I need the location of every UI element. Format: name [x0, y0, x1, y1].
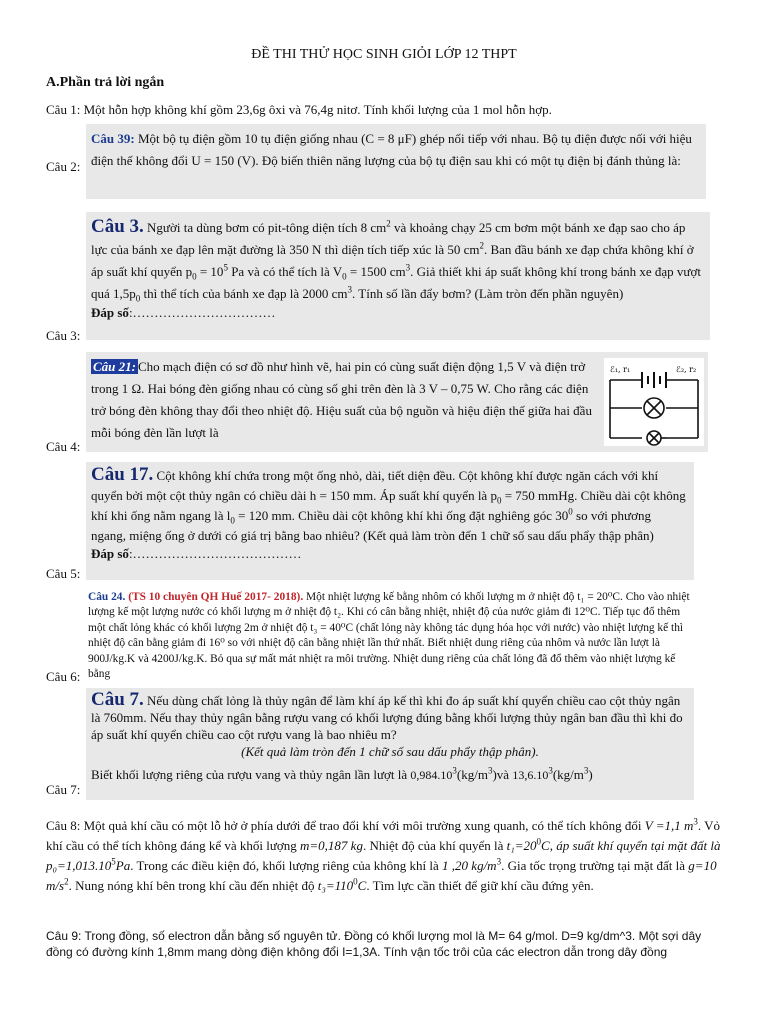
answer-line: [91, 546, 689, 562]
lamp-1-icon: [644, 398, 664, 418]
battery-1-label: ℰ₁, r₁: [610, 365, 631, 374]
question-note: (Kết quả làm tròn đến 1 chữ số sau dấu phẩy thập phân).: [241, 744, 539, 759]
question-8: [46, 816, 726, 896]
answer-label: Đáp số: [91, 305, 129, 320]
question-label: Câu 1:: [46, 102, 81, 117]
question-7-label: Câu 7:: [46, 782, 81, 797]
question-text: Một hỗn hợp không khí gồm 23,6g ôxi và 76,4g nitơ. Tính khối lượng của 1 mol hỗn hợp.: [83, 102, 552, 117]
question-text: Một bộ tụ điện gồm 10 tụ điện giống nhau (C = 8 μF) ghép nối tiếp với nhau. Bộ tụ điện được nối với hiệu điện thế không đổi U = 150 (V). Độ biến thiên năng lượng của bộ tụ điện sau khi có một tụ điện bị đánh thủng là:: [91, 131, 692, 168]
math-temperature-1: t₁=20: [506, 838, 537, 853]
question-text: . Tìm lực cần thiết để giữ khí cầu đứng yên.: [366, 878, 594, 893]
question-7-box: [86, 688, 694, 800]
question-text: . Trong các điều kiện đó, khối lượng riêng của không khí là: [130, 858, 439, 873]
superscript: 3: [496, 856, 502, 867]
question-source: (TS 10 chuyên QH Huế 2017- 2018).: [128, 591, 304, 603]
unit: (kg/m: [456, 767, 488, 782]
subscript: 0: [192, 271, 197, 282]
question-1: [46, 101, 736, 118]
math-gravity: g=10 m/s: [46, 858, 717, 893]
question-3-box: [86, 212, 710, 340]
subscript: 0: [496, 495, 502, 506]
question-text: . Nhiệt độ của khí quyển là: [362, 838, 504, 853]
question-text: Một nhiệt lượng kế bằng nhôm có khối lượng m ở nhiệt độ t₁ = 20⁰C. Cho vào nhiệt lượng kế một lượng nước có khối lượng m ở nhiệt độ t₂. Khi có cân bằng nhiệt, nhiệt độ của nước giảm đi 12⁰C. Tiếp tục đổ thêm một chất lỏng khác có khối lượng 2m ở nhiệt độ t₃ = 40⁰C (chất lỏng này không tác dụng hóa học với nước) vào nhiệt lượng kế thì nhiệt độ cân bằng giảm đi 16⁰ so với nhiệt độ cân bằng nhiệt lần thứ nhất. Biết nhiệt dung riêng của nhôm và nước lần lượt là 900J/kg.K và 4200J/kg.K. Bỏ qua sự mất mát nhiệt ra môi trường. Nhiệt dung riêng của chất lỏng đã đổ thêm vào nhiệt lượng kế bằng: [88, 591, 690, 681]
page-title: ĐỀ THI THỬ HỌC SINH GIỎI LỚP 12 THPT: [251, 47, 517, 62]
question-text: . Giả thiết khi áp suất không khí trong bánh xe đạp vượt quá 1,5p: [91, 264, 701, 301]
given-text: Biết khối lượng riêng của rượu vang và thủy ngân lần lượt là: [91, 767, 408, 782]
answer-blank: :……………………………: [128, 305, 276, 320]
question-6-label: Câu 6:: [46, 669, 81, 684]
lamp-2-icon: [647, 431, 661, 445]
question-text: . Gia tốc trọng trường tại mặt đất là: [501, 858, 686, 873]
question-3-label: Câu 3:: [46, 328, 81, 343]
superscript: 0: [353, 876, 358, 887]
superscript: 3: [347, 284, 352, 295]
math-unit: Pa: [115, 858, 131, 873]
question-text: Một quả khí cầu có một lỗ hở ở phía dưới để trao đổi khí với môi trường xung quanh, có thể tích không đổi: [83, 818, 642, 833]
math-unit: C: [357, 878, 367, 893]
question-4-box: [86, 352, 708, 452]
question-text: C, áp suất khí quyển tại mặt đất là: [541, 838, 721, 853]
question-text: . Nung nóng khí bên trong khí cầu đến nhiệt độ: [68, 878, 315, 893]
answer-blank: :…………………………………: [128, 546, 302, 561]
question-text: so với phương ngang, miệng ống ở dưới có giá trị bằng bao nhiêu? (Kết quả làm tròn đến 1 chữ số sau dấu phẩy thập phân): [91, 508, 654, 543]
question-text: và khoảng chạy 25 cm bơm một bánh xe đạp sao cho áp lực của bánh xe đạp lên mặt đường là 350 N thì diện tích tiếp xúc là 50 cm: [91, 220, 686, 257]
math-pressure: p₀=1,013.10: [46, 858, 112, 873]
superscript: 5: [223, 262, 228, 273]
unit: (kg/m: [552, 767, 584, 782]
question-text: = 120 mm. Chiều dài cột không khí khi ống đặt nghiêng góc 30: [234, 508, 569, 523]
question-text: Trong đồng, số electron dẫn bằng số nguyên tử. Đồng có khối lượng mol là M= 64 g/mol. D=9 kg/dm^3. Một sợi dây đồng có đường kính 1,8mm mang dòng điện không đổi I=1,3A. Tính vận tốc trôi của các electron dẫn trong dây đồng: [46, 929, 702, 959]
question-label: Câu 8:: [46, 818, 81, 833]
given-values: [91, 766, 689, 784]
question-text: Cho mạch điện có sơ đồ như hình vẽ, hai pin có cùng suất điện động 1,5 V và điện trở trong 1 Ω. Hai bóng đèn giống nhau có cùng số ghi trên đèn là 3 V – 0,75 W. Cho rằng các điện trở bóng đèn không thay đổi theo nhiệt độ. Hiệu suất của bộ nguồn và hiệu điện thế giữa hai đầu mỗi bóng đèn lần lượt là: [91, 359, 592, 440]
value-wine-density: 0,984.10: [410, 768, 453, 782]
question-text: = 1500 cm: [346, 264, 406, 279]
superscript: 3: [452, 765, 457, 776]
superscript: 0: [536, 836, 542, 847]
question-text: Nếu dùng chất lỏng là thủy ngân để làm khí áp kế thì khi đo áp suất khí quyển chiều cao cột thủy ngân là 760mm. Nếu thay thủy ngân bằng rượu vang có khối lượng đúng bằng khối lượng thủy ngân ban đầu thì khi đo áp suất khí quyển chiều cao cột rượu vang là bao nhiêu m?: [91, 693, 683, 742]
answer-label: Đáp số: [91, 546, 129, 561]
unit-close: ): [588, 767, 593, 782]
question-text: Cột không khí chứa trong một ống nhỏ, dài, tiết diện đều. Cột không khí được ngăn cách với khí quyển bởi một cột thủy ngân có chiều dài h = 150 mm. Áp suất khí quyển là p: [91, 468, 659, 503]
question-tag: Câu 17.: [91, 464, 154, 485]
superscript: 3: [487, 765, 493, 776]
question-5-box: [86, 462, 694, 580]
math-density: 1 ,20 kg/m: [442, 858, 497, 873]
battery-2-label: ℰ₂, r₂: [676, 365, 697, 374]
question-tag: Câu 24.: [88, 591, 126, 603]
superscript: 3: [405, 262, 411, 273]
question-6-box: [88, 590, 694, 682]
superscript: 0: [568, 506, 573, 517]
math-volume: V =1,1 m: [644, 818, 694, 833]
math-temperature-3: t₃=110: [317, 878, 354, 893]
question-5-label: Câu 5:: [46, 566, 81, 581]
question-text: . Vỏ khí cầu có thể tích không đáng kể và khối lượng: [46, 818, 721, 853]
question-tag: Câu 39:: [91, 131, 135, 146]
question-text: Pa và có thể tích là V: [227, 264, 343, 279]
question-tag: Câu 21:: [93, 359, 136, 374]
conjunction: và: [496, 767, 510, 782]
question-4-text-block: [91, 356, 599, 444]
subscript: 0: [342, 271, 347, 282]
question-tag: Câu 7.: [91, 689, 144, 710]
question-4-label: Câu 4:: [46, 439, 81, 454]
answer-line: [91, 305, 705, 321]
circuit-diagram: [604, 358, 704, 446]
math-mass: m=0,187 kg: [300, 838, 363, 853]
question-9: [46, 928, 726, 960]
question-label: Câu 9:: [46, 929, 82, 943]
question-2-box: [86, 124, 706, 199]
subscript: 0: [135, 293, 141, 304]
value-mercury-density: 13,6.10: [512, 768, 549, 782]
question-2-label: Câu 2:: [46, 159, 81, 174]
question-text: . Ban đầu bánh xe đạp chứa không khí ở áp suất khí quyển p: [91, 242, 694, 279]
superscript: 3: [548, 765, 553, 776]
question-text: = 750 mmHg. Chiều dài cột không khí khi ống nằm ngang là l: [91, 488, 686, 523]
section-heading: A.Phần trả lời ngắn: [46, 75, 165, 90]
superscript: 2: [479, 240, 484, 251]
unit-close: ): [492, 767, 497, 782]
question-text: thì thể tích của bánh xe đạp là 2000 cm: [140, 286, 348, 301]
subscript: 0: [230, 515, 235, 526]
question-text: . Tính số lần đẩy bơm? (Làm tròn đến phần nguyên): [352, 286, 624, 301]
question-tag: Câu 3.: [91, 216, 144, 237]
superscript: 3: [693, 816, 698, 827]
superscript: 2: [386, 218, 391, 229]
superscript: 3: [583, 765, 589, 776]
superscript: 5: [111, 856, 116, 867]
superscript: 2: [64, 876, 69, 887]
question-text: = 10: [196, 264, 224, 279]
question-text: Người ta dùng bơm có pit-tông diện tích 8 cm: [147, 220, 387, 235]
